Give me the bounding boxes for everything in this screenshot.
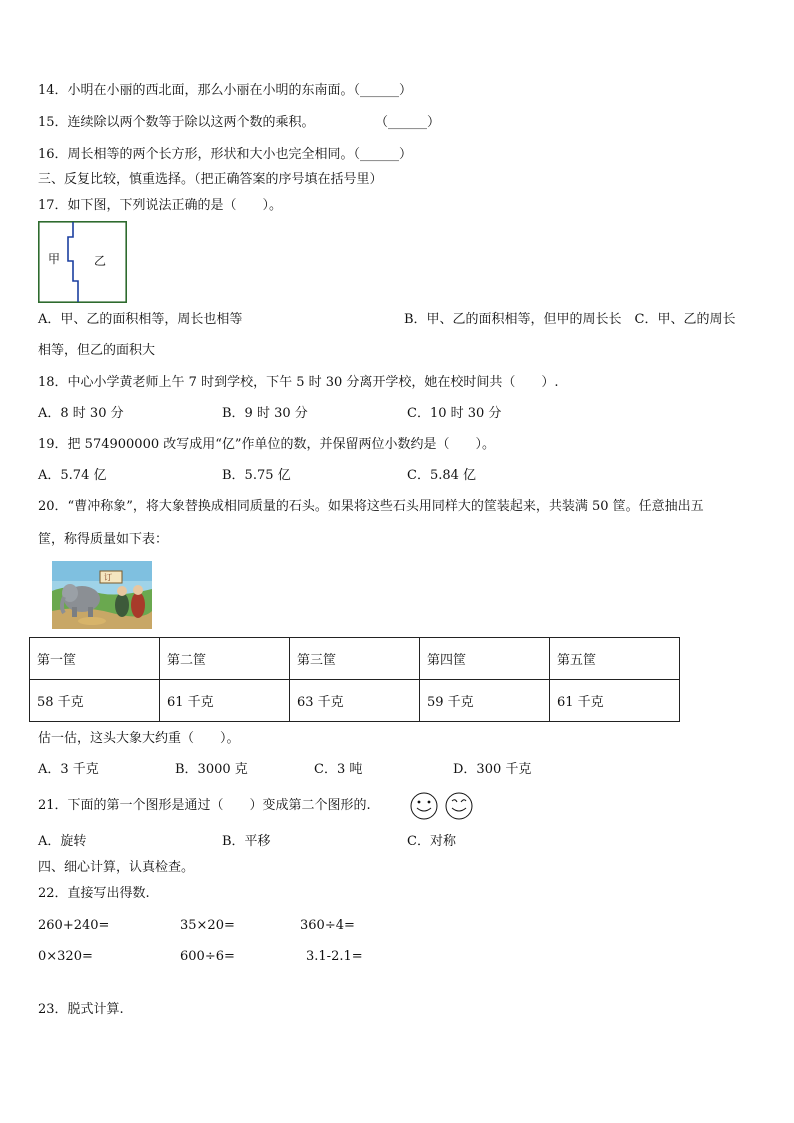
elephant-weighing-illustration (52, 561, 152, 629)
svg-text:订: 订 (104, 573, 112, 582)
question-20-line-1: 20．“曹冲称象”，将大象替换成相同质量的石头。如果将这些石头用同样大的筐装起来，共装满 50 筐。任意抽出五 (38, 499, 704, 514)
question-16: 16．周长相等的两个长方形，形状和大小也完全相同。（______） (38, 147, 413, 162)
smiley-face-flipped-icon (446, 793, 472, 819)
question-18-option-c: C．10 时 30 分 (407, 406, 502, 421)
calc-item: 360÷4= (300, 918, 355, 933)
basket-mass-table (29, 637, 680, 722)
question-23: 23．脱式计算. (38, 1002, 124, 1017)
question-18-option-b: B．9 时 30 分 (222, 406, 308, 421)
question-14: 14．小明在小丽的西北面，那么小丽在小明的东南面。（______） (38, 83, 413, 98)
table-cell: 59 千克 (420, 680, 550, 722)
question-21: 21．下面的第一个图形是通过（ ）变成第二个图形的. (38, 798, 371, 813)
table-header-cell: 第二筐 (160, 638, 290, 680)
question-21-option-a: A．旋转 (38, 834, 87, 849)
question-20-option-c: C．3 吨 (314, 762, 363, 777)
question-15: 15．连续除以两个数等于除以这两个数的乘积。 (38, 115, 315, 130)
smiley-faces-figure (409, 791, 475, 821)
smiley-face-icon (411, 793, 437, 819)
question-20-ask: 估一估，这头大象大约重（ ）。 (38, 731, 240, 746)
figure-label-yi: 乙 (94, 254, 107, 268)
question-18: 18．中心小学黄老师上午 7 时到学校，下午 5 时 30 分离开学校，她在校时间共（ ）. (38, 375, 559, 390)
table-header-cell: 第五筐 (550, 638, 680, 680)
table-row (30, 680, 680, 722)
question-17-option-b-c: B．甲、乙的面积相等，但甲的周长长 C．甲、乙的周长 (404, 312, 736, 327)
table-header-cell: 第四筐 (420, 638, 550, 680)
table-header-cell: 第一筐 (30, 638, 160, 680)
table-cell: 61 千克 (550, 680, 680, 722)
table-header-row (30, 638, 680, 680)
question-19-option-a: A．5.74 亿 (38, 468, 107, 483)
question-20-option-b: B．3000 克 (175, 762, 248, 777)
question-15-answer-blank: （______） (375, 115, 441, 130)
calc-item: 3.1-2.1= (306, 949, 363, 964)
question-22: 22．直接写出得数. (38, 886, 150, 901)
calc-item: 260+240= (38, 918, 110, 933)
question-20-option-a: A．3 千克 (38, 762, 99, 777)
table-cell: 58 千克 (30, 680, 160, 722)
table-cell: 61 千克 (160, 680, 290, 722)
question-20-option-d: D．300 千克 (453, 762, 532, 777)
section-3-heading: 三、反复比较，慎重选择。（把正确答案的序号填在括号里） (38, 172, 383, 187)
question-18-option-a: A．8 时 30 分 (38, 406, 124, 421)
question-17: 17．如下图，下列说法正确的是（ ）。 (38, 198, 283, 213)
question-20-line-2: 筐，称得质量如下表： (38, 532, 169, 547)
question-17-option-a: A．甲、乙的面积相等，周长也相等 (38, 312, 243, 327)
question-21-option-b: B．平移 (222, 834, 271, 849)
table-header-cell: 第三筐 (290, 638, 420, 680)
question-17-figure (38, 221, 127, 303)
calc-item: 0×320= (38, 949, 93, 964)
figure-label-jia: 甲 (48, 252, 61, 266)
section-4-heading: 四、细心计算，认真检查。 (38, 860, 195, 875)
calc-item: 600÷6= (180, 949, 235, 964)
question-19-option-b: B．5.75 亿 (222, 468, 291, 483)
calc-item: 35×20= (180, 918, 235, 933)
question-19-option-c: C．5.84 亿 (407, 468, 477, 483)
question-19: 19．把 574900000 改写成用“亿”作单位的数，并保留两位小数约是（ ）。 (38, 437, 496, 452)
question-17-option-c-continued: 相等，但乙的面积大 (38, 343, 156, 358)
question-21-option-c: C．对称 (407, 834, 456, 849)
table-cell: 63 千克 (290, 680, 420, 722)
